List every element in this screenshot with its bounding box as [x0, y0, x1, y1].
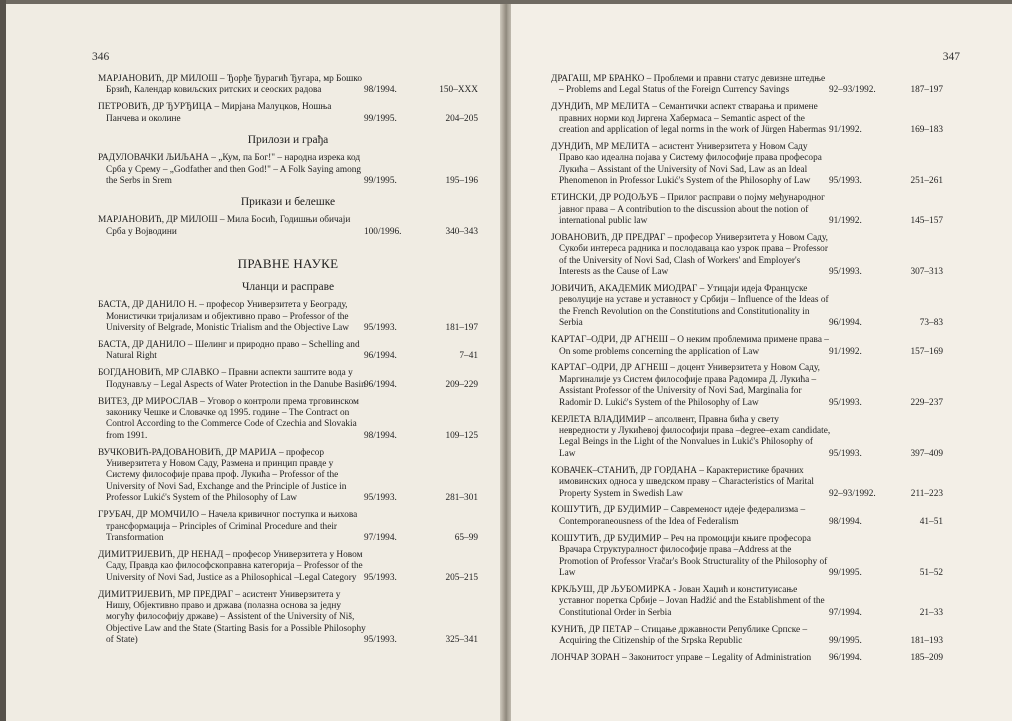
- entry-text: МАРЈАНОВИЋ, ДР МИЛОШ – Мила Босић, Годишњи обичаји Срба у Војводини: [98, 215, 351, 237]
- entry-year: 96/1994.: [829, 318, 862, 329]
- entry-text: ВИТЕЗ, ДР МИРОСЛАВ – Уговор о контроли према трговинском законику Чешке и Словачке од 1995. године – The Contract on Control According to the Commerce Code of Czechia and Slovakia from 1991.: [98, 396, 359, 441]
- entry-text: ДУНДИЋ, МР МЕЛИТА – асистент Универзитета у Новом Саду Право као идеална појава у Систему философије права професора Лукића – Assistant of the University of Novi Sad, Law as an Ideal Phenomenon in Professor Lukić's System of the Philosophy of Law: [551, 142, 822, 187]
- entry-pages: 169–183: [910, 125, 943, 136]
- entry-year: 99/1995.: [364, 175, 397, 186]
- index-entry: [551, 335, 943, 358]
- entry-year: 95/1993.: [829, 397, 862, 408]
- entry-year: 96/1994.: [364, 351, 397, 362]
- entry-year: 96/1994.: [829, 652, 862, 663]
- entry-year: 95/1993.: [829, 267, 862, 278]
- entry-year: 96/1994.: [364, 379, 397, 390]
- index-entry: [98, 550, 478, 584]
- entry-year: 92–93/1992.: [829, 488, 876, 499]
- index-entry: [551, 74, 943, 97]
- right-column: [551, 74, 943, 670]
- entry-pages: 229–237: [910, 397, 943, 408]
- entry-text: ВУЧКОВИЋ-РАДОВАНОВИЋ, ДР МАРИЈА – професор Универзитета у Новом Саду, Размена и принцип правде у Систему философије права проф. Лукића – Professor of the University of Novi Sad, Exchange and the Principle of Justice in Professor Lukić's System of the Philosophy of Law: [98, 447, 347, 504]
- entry-pages: 181–197: [445, 322, 478, 333]
- entry-pages: 281–301: [445, 493, 478, 504]
- index-entry: [98, 510, 478, 544]
- index-entry: [551, 653, 943, 664]
- index-entry: [551, 363, 943, 409]
- entry-year: 95/1993.: [364, 322, 397, 333]
- entry-text: ЈОВАНОВИЋ, ДР ПРЕДРАГ – професор Универзитета у Новом Саду, Сукоби интереса радника и послодаваца као узрок права – Professor of the University of Novi Sad, Clash of Workers' and Employer's Interests as the Cause of Law: [551, 232, 828, 278]
- entry-year: 91/1992.: [829, 346, 862, 357]
- section-heading: Прилози и грађа: [247, 134, 329, 147]
- page-number: 347: [942, 51, 960, 63]
- entry-text: КУНИЋ, ДР ПЕТАР – Стицање државности Републике Српске – Acquiring the Citizenship of the Srpska Republic: [551, 624, 808, 646]
- entry-pages: 65–99: [454, 532, 478, 543]
- entry-year: 99/1995.: [829, 635, 862, 646]
- entry-pages: 109–125: [445, 430, 478, 441]
- entry-text: КАРТАГ–ОДРИ, ДР АГНЕШ – О неким проблемима примене права – On some problems concerning the application of Law: [551, 335, 829, 357]
- index-entry: [98, 74, 478, 97]
- entry-year: 99/1995.: [829, 567, 862, 578]
- entry-pages: 307–313: [910, 267, 943, 278]
- index-entry: [551, 505, 943, 528]
- entry-text: МАРЈАНОВИЋ, ДР МИЛОШ – Ђорђе Ђурагић Ђугара, мр Бошко Брзић, Календар ковиљских ритских и сеоских радова: [98, 74, 362, 96]
- entry-text: БАСТА, ДР ДАНИЛО Н. – професор Универзитета у Београду, Монистички тријализам и објективно право – Professor of the University of Belgrade, Monistic Trialism and the Objective Law: [98, 300, 349, 333]
- entry-year: 99/1995.: [364, 113, 397, 124]
- page-number: 346: [92, 51, 110, 63]
- entry-pages: 145–157: [910, 215, 943, 226]
- index-entry: [98, 102, 478, 125]
- entry-pages: 325–341: [445, 635, 478, 646]
- entry-text: РАДУЛОВАЧКИ ЉИЉАНА – „Кум, па Бог!" – народна изрека код Срба у Срему – „Godfather and then God!" – A Folk Saying among the Serbs in Srem: [98, 153, 362, 186]
- entry-pages: 51–52: [919, 567, 943, 578]
- index-entry: [551, 534, 943, 580]
- entry-pages: 204–205: [445, 113, 478, 124]
- entry-text: ГРУБАЧ, ДР МОМЧИЛО – Начела кривичног поступка и њихова трансформација – Principles of Criminal Procedure and their Transformation: [98, 510, 358, 543]
- entry-text: КОВАЧЕК–СТАНИЋ, ДР ГОРДАНА – Карактеристике брачних имовинских односа у шведском праву – Characteristics of Marital Property System in Swedish Law: [551, 465, 814, 499]
- entry-text: БОГДАНОВИЋ, МР СЛАВКО – Правни аспекти заштите вода у Подунављу – Legal Aspects of Water Protection in the Danube Basin: [98, 368, 366, 390]
- entry-pages: 211–223: [910, 488, 943, 499]
- section-heading: Чланци и расправе: [241, 281, 335, 294]
- entry-text: КЕРЛЕТА ВЛАДИМИР – апсолвент, Правна бића у свету невредности у Лукићевој философији права –degree–exam candidate, Legal Beings in the Light of the Nonvalues in Lukić's Philosophy of Law: [551, 414, 831, 459]
- section-heading: Прикази и белешке: [240, 196, 336, 209]
- entry-pages: 21–33: [919, 607, 943, 618]
- entry-text: ЛОНЧАР ЗОРАН – Законитост управе – Legality of Administration: [551, 652, 812, 663]
- entry-pages: 251–261: [910, 176, 943, 187]
- entry-text: ПЕТРОВИЋ, ДР ЂУРЂИЦА – Мирјана Малуцков, Ношња Панчева и околине: [98, 102, 332, 124]
- entry-year: 98/1994.: [364, 85, 397, 96]
- entry-text: ДУНДИЋ, МР МЕЛИТА – Семантички аспект стварања и примене правних норми код Јиргена Хабермаса – Semantic aspect of the creation and application of legal norms in the work of Jürgen Habermas: [551, 102, 827, 136]
- index-entry: [98, 153, 478, 187]
- index-entry: [551, 625, 943, 648]
- entry-pages: 181–193: [910, 635, 943, 646]
- main-heading: ПРАВНЕ НАУКЕ: [237, 256, 339, 272]
- entry-year: 100/1996.: [364, 226, 402, 237]
- index-entry: [98, 448, 478, 505]
- entry-pages: 41–51: [919, 516, 943, 527]
- entry-text: КАРТАГ–ОДРИ, ДР АГНЕШ – доцент Универзитета у Новом Саду, Маргиналије уз Систем философије права Радомира Д. Лукића – Assistant Professor of the University of Novi Sad, Marginalia for Radomir D. Lukić's System of the Philosophy of Law: [551, 363, 820, 408]
- index-entry: [551, 415, 943, 461]
- entry-text: ДРАГАШ, МР БРАНКО – Проблеми и правни статус девизне штедње – Problems and Legal Status of the Foreign Currency Savings: [551, 74, 826, 96]
- entry-year: 97/1994.: [829, 607, 862, 618]
- index-entry: [551, 284, 943, 330]
- entry-text: КРКЉУШ, ДР ЉУБОМИРКА - Јован Хаџић и конституисање уставног поретка Србије – Jovan Hadžić and the Establishment of the Constitutional Order in Serbia: [551, 584, 825, 618]
- right-page: [511, 4, 1012, 721]
- entry-pages: 150–XXX: [439, 85, 478, 96]
- entry-text: БАСТА, ДР ДАНИЛО – Шелинг и природно право – Schelling and Natural Right: [98, 339, 360, 362]
- entry-year: 95/1993.: [829, 176, 862, 187]
- entry-pages: 195–196: [445, 175, 478, 186]
- index-entry: [98, 590, 478, 647]
- index-entry: [551, 193, 943, 227]
- entry-text: ДИМИТРИЈЕВИЋ, МР ПРЕДРАГ – асистент Универзитета у Нишу, Објективно право и држава (полазна основа за једну могућу философију државе) – Assistent of the University of Niš, Objective Law and the State (Starting Basis for a Possible Philosophy of State): [98, 589, 366, 646]
- left-column: [98, 74, 478, 652]
- index-entry: [551, 466, 943, 500]
- index-entry: [98, 340, 478, 363]
- index-entry: [98, 368, 478, 391]
- entry-year: 95/1993.: [364, 572, 397, 583]
- entry-pages: 397–409: [910, 448, 943, 459]
- index-entry: [551, 233, 943, 279]
- index-entry: [551, 102, 943, 136]
- index-entry: [551, 142, 943, 188]
- index-entry: [551, 585, 943, 619]
- entry-year: 98/1994.: [829, 516, 862, 527]
- entry-year: 95/1993.: [364, 635, 397, 646]
- entry-pages: 187–197: [910, 85, 943, 96]
- entry-pages: 73–83: [919, 318, 943, 329]
- entry-text: ДИМИТРИЈЕВИЋ, ДР НЕНАД – професор Универзитета у Новом Саду, Правда као философскоправна категорија – Professor of the University of Novi Sad, Justice as a Philosophical –Legal Category: [98, 549, 363, 583]
- entry-pages: 157–169: [910, 346, 943, 357]
- entry-year: 91/1992.: [829, 215, 862, 226]
- entry-year: 98/1994.: [364, 430, 397, 441]
- entry-year: 92–93/1992.: [829, 85, 876, 96]
- entry-text: КОШУТИЋ, ДР БУДИМИР – Реч на промоцији књиге професора Врачара Структуралност философије права –Address at the Promotion of Professor Vračar's Book Structurality of the Philosophy of Law: [551, 533, 828, 578]
- index-entry: [98, 397, 478, 443]
- left-page: [6, 4, 506, 721]
- entry-text: ЕТИНСКИ, ДР РОДОЉУБ – Прилог расправи о појму међународног јавног права – A contribution to the discussion about the notion of international public law: [551, 193, 825, 226]
- entry-year: 91/1992.: [829, 125, 862, 136]
- entry-text: КОШУТИЋ, ДР БУДИМИР – Савременост идеје федерализма – Contemporaneousness of the Idea of Federalism: [551, 505, 806, 527]
- index-entry: [98, 300, 478, 334]
- entry-pages: 7–41: [459, 351, 478, 362]
- entry-year: 97/1994.: [364, 532, 397, 543]
- entry-year: 95/1993.: [364, 493, 397, 504]
- entry-pages: 340–343: [445, 226, 478, 237]
- entry-pages: 185–209: [910, 652, 943, 663]
- entry-pages: 209–229: [445, 379, 478, 390]
- entry-year: 95/1993.: [829, 448, 862, 459]
- entry-text: ЈОВИЧИЋ, АКАДЕМИК МИОДРАГ – Утицаји идеја Француске револуције на уставе и уставност у Србији – Influence of the Ideas of the French Revolution on the Constitutions and Constitutionality in Serbia: [551, 284, 829, 329]
- index-entry: [98, 215, 478, 238]
- entry-pages: 205–215: [445, 572, 478, 583]
